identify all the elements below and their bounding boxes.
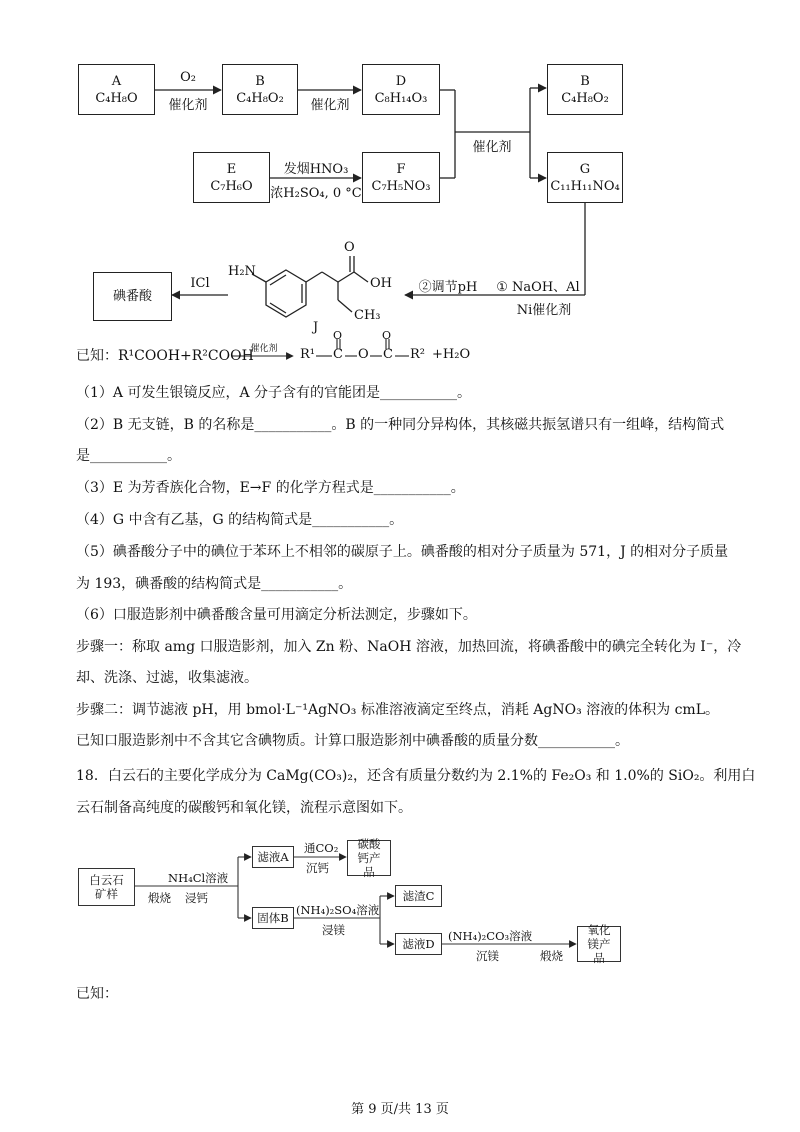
- flow-ore: 白云石矿样: [89, 873, 124, 901]
- flow-filtrate-a-box: [252, 846, 294, 868]
- compound-b2-box: [547, 64, 623, 115]
- flow-nh4so4: (NH₄)₂SO₄溶液: [296, 903, 380, 917]
- flow-leach-ca: 浸钙: [185, 891, 208, 905]
- known-prefix: 已知：: [76, 348, 118, 364]
- flow-nh4co3: (NH₄)₂CO₃溶液: [448, 929, 533, 943]
- compound-d-box: [362, 64, 440, 115]
- label-conc-h2so4: 浓H₂SO₄, 0 °C: [270, 186, 362, 201]
- flow-ppt-ca: 沉钙: [306, 861, 329, 875]
- compound-b2-formula: C₄H₈O₂: [561, 90, 609, 106]
- question-5-line2: 为 193，碘番酸的结构简式是___________。: [76, 576, 353, 592]
- compound-g-name: G: [579, 161, 591, 177]
- flow-filtrate-a: 滤液A: [257, 850, 289, 864]
- known-c2: C: [383, 347, 393, 362]
- step2: 步骤二：调节滤液 pH，用 bmol·L⁻¹AgNO₃ 标准溶液滴定至终点，消耗 AgNO₃ 溶液的体积为 cmL。: [76, 702, 720, 718]
- q18-line1: 18．白云石的主要化学成分为 CaMg(CO₃)₂，还含有质量分数约为 2.1%的 Fe₂O₃ 和 1.0%的 SiO₂。利用白: [76, 768, 756, 784]
- j-atom-o: O: [344, 240, 355, 255]
- known-catalyst: 催化剂: [250, 344, 278, 354]
- compound-d-formula: C₈H₁₄O₃: [374, 90, 428, 106]
- known-o1: O: [333, 329, 343, 342]
- compound-b2-name: B: [580, 73, 590, 89]
- known2: 已知：: [76, 986, 118, 1002]
- compound-f-formula: C₇H₅NO₃: [371, 178, 431, 194]
- known-o-bridge: O: [358, 347, 369, 362]
- flow-ore-box: [78, 868, 135, 906]
- compound-e-box: [193, 152, 270, 203]
- q18-line2: 云石制备高纯度的碳酸钙和氧化镁，流程示意图如下。: [76, 800, 412, 816]
- question-6-final: 已知口服造影剂中不含其它含碘物质。计算口服造影剂中碘番酸的质量分数___________。: [76, 733, 629, 749]
- label-naoh-al: ① NaOH、Al: [496, 280, 580, 295]
- flow-nh4cl: NH₄Cl溶液: [168, 871, 229, 885]
- j-atom-oh: OH: [370, 276, 392, 291]
- flow-caco3-box: [347, 837, 391, 879]
- question-3: （3）E 为芳香族化合物，E→F 的化学方程式是___________。: [76, 480, 465, 496]
- known-lhs: R¹COOH+R²COOH: [118, 348, 254, 364]
- question-6: （6）口服造影剂中碘番酸含量可用滴定分析法测定，步骤如下。: [76, 607, 477, 623]
- compound-b-formula: C₄H₈O₂: [236, 90, 284, 106]
- flow-mgo-box: [577, 923, 621, 965]
- compound-d-name: D: [395, 73, 407, 89]
- known-r1: R¹: [300, 347, 315, 362]
- compound-e-name: E: [226, 161, 237, 177]
- flow-ppt-mg: 沉镁: [476, 949, 499, 963]
- question-4: （4）G 中含有乙基，G 的结构简式是___________。: [76, 512, 404, 528]
- flow-co2: 通CO₂: [304, 841, 339, 855]
- flow-caco3: 碳酸钙产品: [357, 837, 381, 879]
- compound-g-box: [547, 152, 623, 203]
- j-atom-h2n: H₂N: [228, 264, 256, 279]
- compound-a-box: [78, 64, 155, 115]
- label-adjust-ph: ②调节pH: [418, 280, 478, 295]
- j-atom-ch3: CH₃: [354, 308, 381, 323]
- flow-filtrate-d-box: [395, 933, 442, 955]
- j-label: J: [313, 320, 319, 335]
- j-structure: [252, 256, 368, 317]
- question-2-line2: 是___________。: [76, 448, 181, 464]
- known-r2: R²: [410, 347, 425, 362]
- flow-residue-c: 滤渣C: [402, 889, 435, 903]
- label-ni-catalyst: Ni催化剂: [516, 303, 572, 318]
- label-icl: ICl: [190, 276, 210, 291]
- step1-line1: 步骤一：称取 amg 口服造影剂，加入 Zn 粉、NaOH 溶液，加热回流，将碘番酸中的碘完全转化为 I⁻，冷: [76, 639, 742, 655]
- flow-residue-c-box: [395, 885, 442, 907]
- compound-b-name: B: [255, 73, 265, 89]
- compound-b-box: [222, 64, 298, 115]
- compound-g-formula: C₁₁H₁₁NO₄: [550, 178, 620, 194]
- step1-line2: 却、洗涤、过滤，收集滤液。: [76, 670, 258, 686]
- flow-leach-mg: 浸镁: [322, 923, 345, 937]
- compound-e-formula: C₇H₆O: [210, 178, 253, 194]
- question-2-line1: （2）B 无支链，B 的名称是___________。B 的一种同分异构体，其核磁共振氢谱只有一组峰，结构简式: [76, 417, 725, 433]
- product-name: 碘番酸: [112, 289, 152, 304]
- flow-solid-b: 固体B: [257, 911, 289, 925]
- label-catalyst-g: 催化剂: [472, 140, 512, 155]
- product-box: [93, 272, 172, 321]
- flow-solid-b-box: [252, 907, 294, 929]
- compound-f-name: F: [396, 161, 406, 177]
- label-fuming-hno3: 发烟HNO₃: [283, 162, 349, 177]
- compound-f-box: [362, 152, 440, 203]
- label-catalyst-ab: 催化剂: [168, 98, 208, 113]
- flow-mgo: 氧化镁产品: [587, 923, 611, 965]
- known-o2: O: [382, 329, 392, 342]
- label-catalyst-bd: 催化剂: [310, 98, 350, 113]
- label-o2: O₂: [180, 70, 196, 85]
- compound-a-name: A: [111, 73, 122, 89]
- known-tail: +H₂O: [432, 347, 471, 362]
- flow-calcine2: 煅烧: [540, 949, 563, 963]
- compound-a-formula: C₄H₈O: [95, 90, 138, 106]
- page-footer: 第 9 页/共 13 页: [351, 1102, 449, 1117]
- flow-calcine: 煅烧: [148, 891, 171, 905]
- question-1: （1）A 可发生银镜反应，A 分子含有的官能团是___________。: [76, 385, 472, 401]
- known-c1: C: [333, 347, 343, 362]
- question-5-line1: （5）碘番酸分子中的碘位于苯环上不相邻的碳原子上。碘番酸的相对分子质量为 571，J 的相对分子质量: [76, 544, 729, 560]
- flow-filtrate-d: 滤液D: [402, 937, 435, 951]
